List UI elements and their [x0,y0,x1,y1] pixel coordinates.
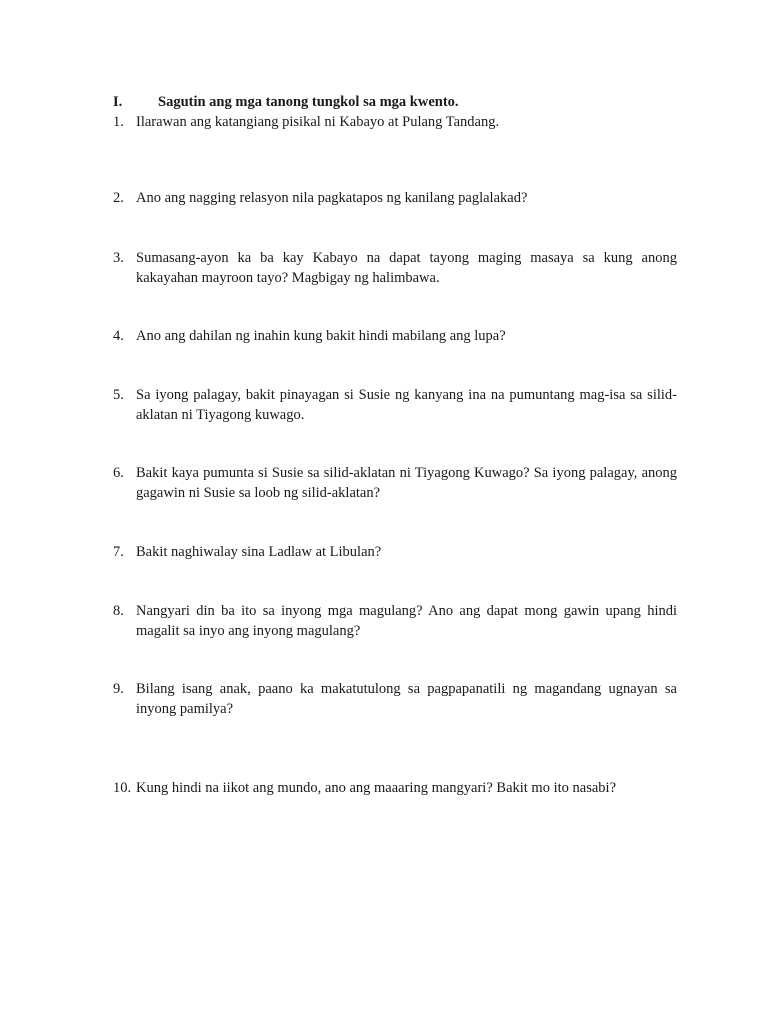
question-text: Ilarawan ang katangiang pisikal ni Kabayo at Pulang Tandang. [136,114,500,130]
question-number: 3. [113,250,124,266]
question-text: Sa iyong palagay, bakit pinayagan si Susie ng kanyang ina na pumuntang mag-isa sa silid-aklatan ni Tiyagong kuwago. [136,387,677,423]
question-text: Bakit naghiwalay sina Ladlaw at Libulan? [136,544,382,560]
question-number: 10. [113,780,132,796]
question-number: 9. [113,681,124,697]
question-text: Ano ang dahilan ng inahin kung bakit hindi mabilang ang lupa? [136,328,506,344]
question-number: 8. [113,603,124,619]
section-number: I. [113,94,123,110]
question-text: Ano ang nagging relasyon nila pagkatapos ng kanilang paglalakad? [136,190,528,206]
question-text: Bilang isang anak, paano ka makatutulong sa pagpapanatili ng magandang ugnayan sa inyong pamilya? [136,681,677,717]
question-item [113,326,677,346]
question-item [113,601,677,641]
question-text: Bakit kaya pumunta si Susie sa silid-aklatan ni Tiyagong Kuwago? Sa iyong palagay, anong gagawin ni Susie sa loob ng silid-aklatan? [136,465,677,501]
question-item [113,188,677,208]
question-text: Nangyari din ba ito sa inyong mga magulang? Ano ang dapat mong gawin upang hindi magalit sa inyo ang inyong magulang? [136,603,677,639]
question-item [113,542,677,562]
question-item [113,385,677,425]
question-number: 4. [113,328,124,344]
question-item [113,112,677,132]
question-text: Sumasang-ayon ka ba kay Kabayo na dapat tayong maging masaya sa kung anong kakayahan mayroon tayo? Magbigay ng halimbawa. [136,250,677,286]
question-item [113,463,677,503]
question-item [113,778,677,798]
section-heading [113,92,459,112]
question-text: Kung hindi na iikot ang mundo, ano ang maaaring mangyari? Bakit mo ito nasabi? [136,780,617,796]
question-number: 5. [113,387,124,403]
question-number: 2. [113,190,124,206]
question-number: 7. [113,544,124,560]
section-title: Sagutin ang mga tanong tungkol sa mga kwento. [158,94,459,110]
question-number: 1. [113,114,124,130]
question-item [113,248,677,288]
question-item [113,679,677,719]
question-number: 6. [113,465,124,481]
